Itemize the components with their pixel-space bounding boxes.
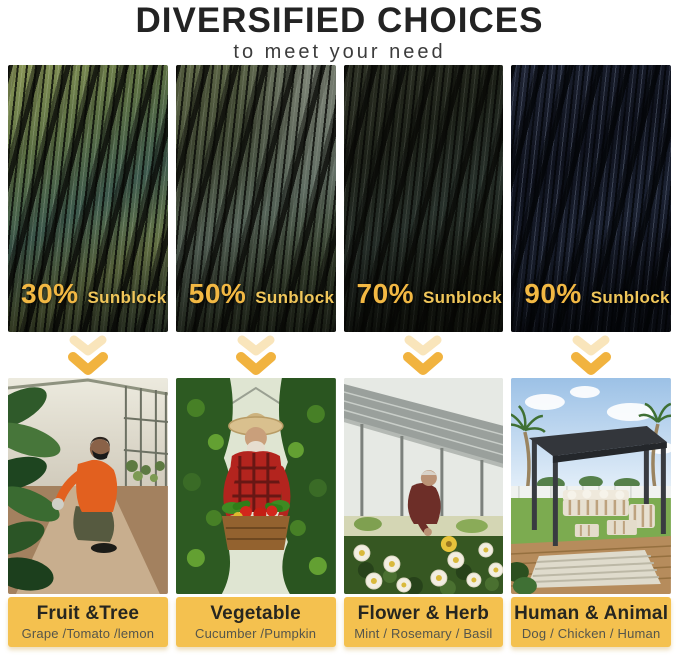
sunblock-word: Sunblock — [87, 288, 167, 307]
shade-swatch-30-percent — [8, 65, 168, 332]
shade-swatch-50-percent — [176, 65, 336, 332]
sunblock-percent: 50% — [188, 278, 247, 309]
use-case-caption — [8, 597, 168, 647]
use-case-title: Fruit &Tree — [36, 603, 140, 624]
use-case-subtitle: Mint / Rosemary / Basil — [354, 626, 493, 641]
header — [0, 0, 679, 65]
use-case-caption — [511, 597, 671, 647]
vegetable-garden-scene — [176, 378, 336, 594]
use-case-card-fruit-tree — [8, 378, 168, 647]
use-case-caption — [176, 597, 336, 647]
sunblock-word: Sunblock — [423, 288, 502, 307]
shade-swatch-90-percent — [511, 65, 671, 332]
use-case-title: Human & Animal — [514, 603, 669, 624]
shade-options-row — [0, 65, 679, 332]
shade-swatch-70-percent — [344, 65, 504, 332]
sunblock-label — [357, 278, 502, 310]
sunblock-word: Sunblock — [255, 288, 335, 307]
use-case-card-vegetable — [176, 378, 336, 647]
sunblock-percent: 30% — [21, 278, 79, 309]
use-cases-row — [0, 378, 679, 647]
sunblock-label — [524, 278, 669, 310]
sunblock-word: Sunblock — [590, 288, 670, 307]
use-case-card-human-animal — [511, 378, 671, 647]
flower-herb-photo — [344, 378, 504, 594]
arrows-row — [0, 332, 679, 378]
page-subtitle: to meet your need — [233, 40, 446, 63]
use-case-caption — [344, 597, 504, 647]
down-arrow-icon — [234, 334, 278, 376]
fruit-tree-photo — [8, 378, 168, 594]
backyard-pergola-scene — [511, 378, 671, 594]
sunblock-percent: 90% — [524, 278, 582, 309]
sunblock-label — [21, 278, 166, 310]
flower-nursery-scene — [344, 378, 504, 594]
down-arrow-icon — [569, 334, 613, 376]
human-animal-photo — [511, 378, 671, 594]
sunblock-label — [189, 278, 334, 310]
use-case-title: Vegetable — [210, 603, 301, 624]
use-case-subtitle: Cucumber /Pumpkin — [195, 626, 317, 641]
use-case-card-flower-herb — [344, 378, 504, 647]
use-case-subtitle: Grape /Tomato /lemon — [21, 626, 155, 641]
page-title: DIVERSIFIED CHOICES — [135, 1, 544, 40]
down-arrow-icon — [66, 334, 110, 376]
use-case-title: Flower & Herb — [357, 603, 490, 624]
greenhouse-scene — [8, 378, 168, 594]
down-arrow-icon — [401, 334, 445, 376]
use-case-subtitle: Dog / Chicken / Human — [521, 626, 661, 641]
sunblock-percent: 70% — [356, 278, 415, 309]
vegetable-photo — [176, 378, 336, 594]
